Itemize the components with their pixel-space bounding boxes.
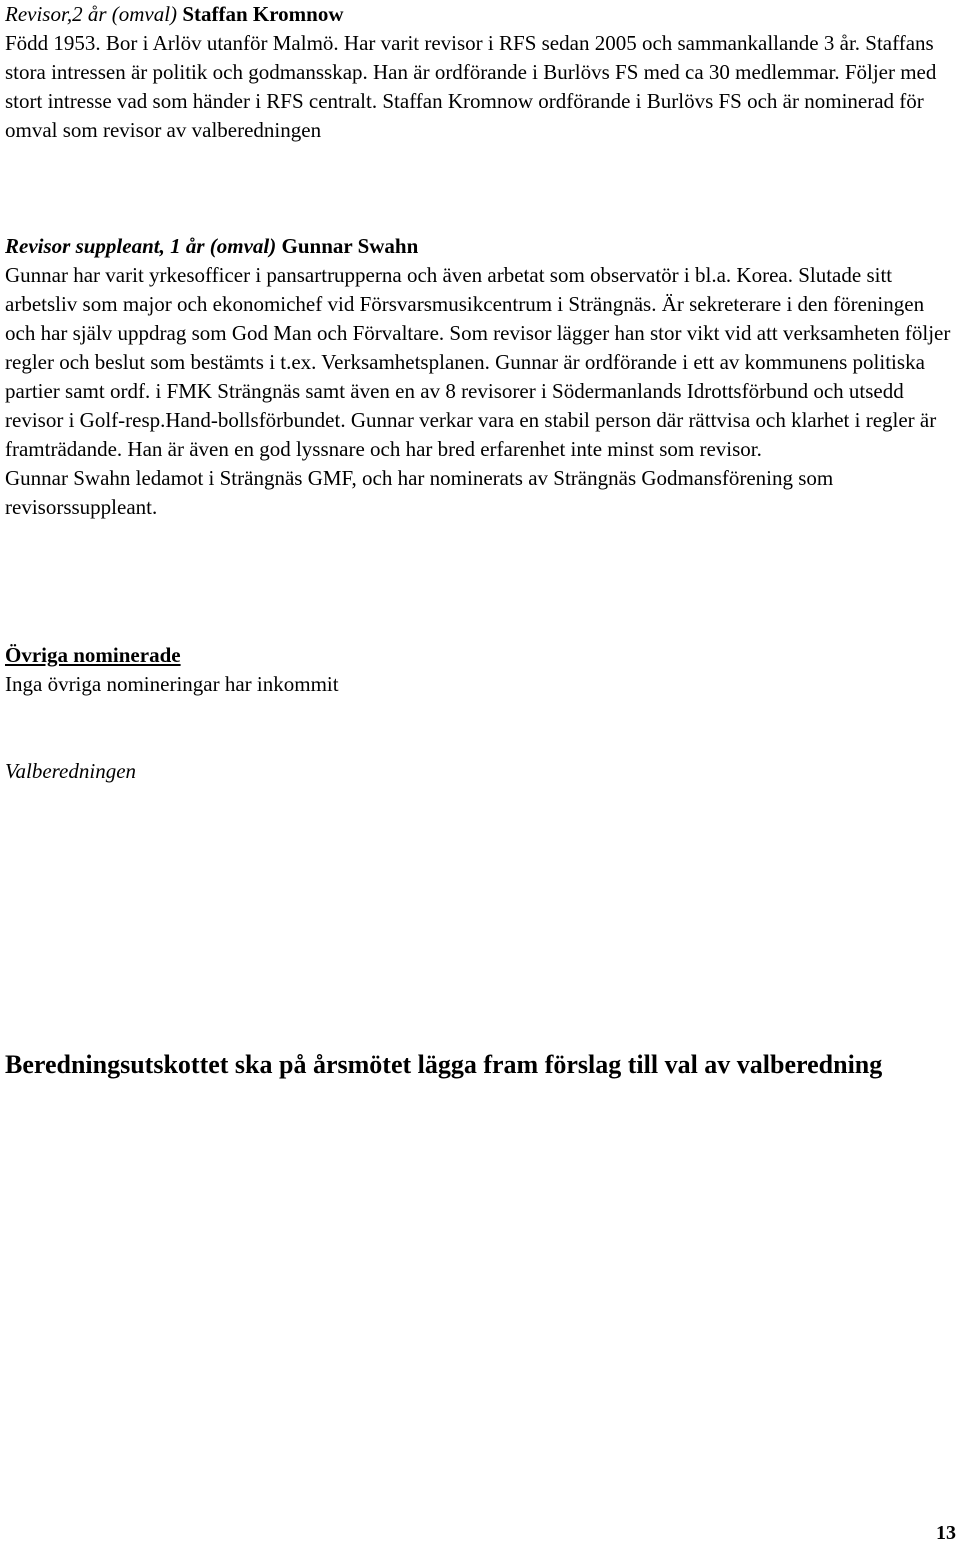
section-staffan-kromnow: [5, 0, 957, 145]
staffan-paragraph: Född 1953. Bor i Arlöv utanför Malmö. Har varit revisor i RFS sedan 2005 och sammankallande 3 år. Staffans stora intressen är politik och godmansskap. Han är ordförande i Burlövs FS med ca 30 medlemmar. Följer med stort intresse vad som händer i RFS centralt. Staffan Kromnow ordförande i Burlövs FS och är nominerad för omval som revisor av valberedningen: [5, 31, 937, 142]
staffan-heading: [5, 0, 957, 29]
ovriga-text: Inga övriga nomineringar har inkommit: [5, 672, 339, 696]
gunnar-name: Gunnar Swahn: [281, 234, 419, 258]
page-number: 13: [936, 1522, 956, 1544]
gunnar-paragraph-2: Gunnar Swahn ledamot i Strängnäs GMF, och har nominerats av Strängnäs Godmansförening som revisorssuppleant.: [5, 466, 834, 519]
section-signature: [5, 757, 957, 786]
signature-valberedningen: Valberedningen: [5, 759, 137, 783]
section-gunnar-swahn: [5, 232, 957, 522]
gunnar-paragraph: Gunnar har varit yrkesofficer i pansartrupperna och även arbetat som observatör i bl.a. Korea. Slutade sitt arbetsliv som major och ekonomichef vid Försvarsmusikcentrum i Strängnäs. Är sekreterare i den föreningen och har själv uppdrag som God Man och Förvaltare. Som revisor lägger han stor vikt vid att verksamheten följer regler och beslut som bestämts i t.ex. Verksamhetsplanen. Gunnar är ordförande i ett av kommunens politiska partier samt ordf. i FMK Strängnäs samt även en av 8 revisorer i Södermanlands Idrottsförbund och utsedd revisor i Golf-resp.Hand-bollsförbundet. Gunnar verkar vara en stabil person där rättvisa och klarhet i regler är framträdande. Han är även en god lyssnare och har bred erfarenhet inte minst som revisor.: [5, 263, 951, 461]
staffan-role: Revisor,2 år (omval): [5, 2, 178, 26]
ovriga-heading: Övriga nominerade: [5, 643, 181, 667]
closing-statement: Beredningsutskottet ska på årsmötet lägga fram förslag till val av valberedning: [5, 1050, 883, 1079]
staffan-name: Staffan Kromnow: [182, 2, 344, 26]
section-ovriga-nominerade: [5, 641, 957, 699]
gunnar-role: Revisor suppleant, 1 år (omval): [5, 234, 277, 258]
gunnar-heading: [5, 232, 957, 261]
